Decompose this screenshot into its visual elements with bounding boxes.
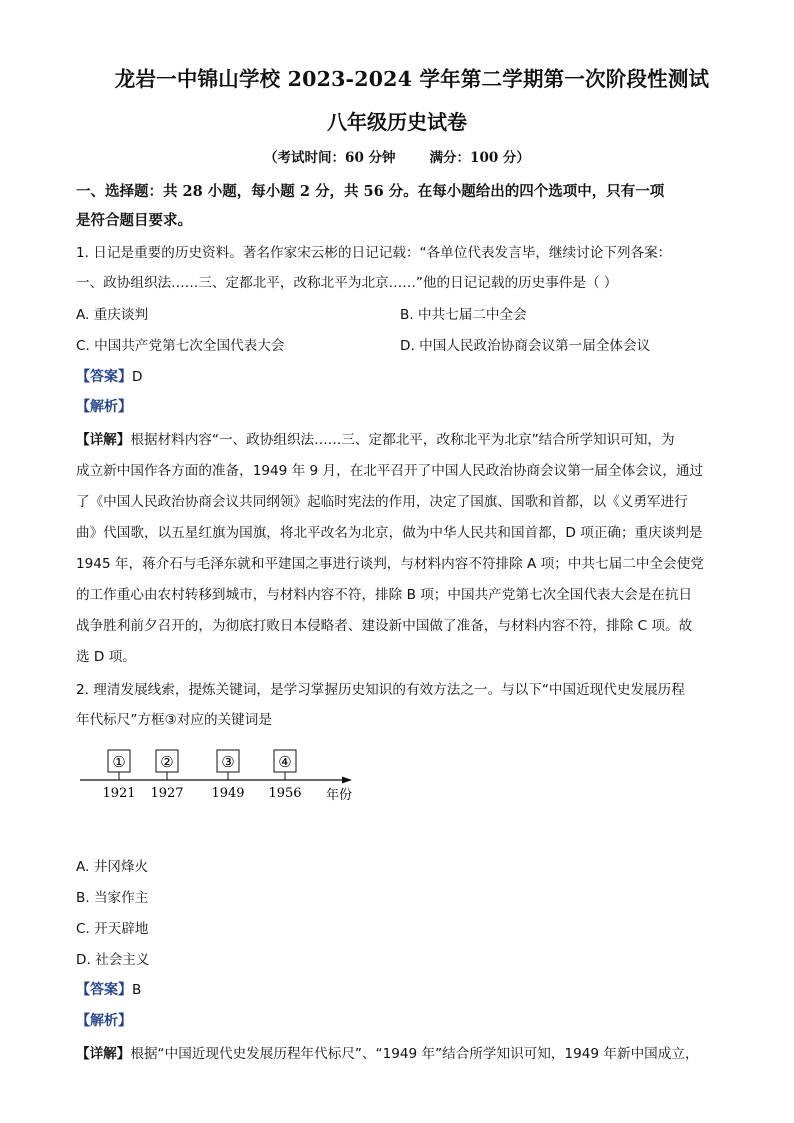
timeline-box-1 <box>102 750 135 801</box>
analysis-tag: 【解析】 <box>76 399 132 415</box>
exam-title: 龙岩一中锦山学校 2023-2024 学年第二学期第一次阶段性测试 <box>114 67 710 91</box>
timeline-box-label: ① <box>112 753 126 771</box>
timeline-box-4 <box>268 750 301 801</box>
timeline-arrow <box>342 777 352 784</box>
q1-answer <box>76 366 142 386</box>
timeline-year: 1956 <box>268 786 302 801</box>
timeline-figure <box>76 742 366 812</box>
answer-value: D <box>132 369 143 385</box>
q1-analysis <box>76 396 132 416</box>
q2-stem-line1: 2. 理清发展线索，提炼关键词，是学习掌握历史知识的有效方法之一。与以下“中国近现代史发展历程 <box>76 682 685 698</box>
timeline-year: 1927 <box>150 786 184 801</box>
timeline-box-label: ③ <box>221 753 235 771</box>
q1-stem-line2: 一、政协组织法……三、定都北平，改称北平为北京……”他的日记记载的历史事件是（ ） <box>76 275 618 291</box>
timeline-axis-label: 年份 <box>326 788 353 803</box>
q1-detail-line7: 战争胜利前夕召开的，为彻底打败日本侵略者、建设新中国做了准备，与材料内容不符，排除 C 项。故 <box>76 618 693 634</box>
q2-stem-line2: 年代标尺”方框③对应的关键词是 <box>76 712 272 728</box>
detail-text: 根据“中国近现代史发展历程年代标尺”、“1949 年”结合所学知识可知，1949 年新中国成立， <box>130 1046 699 1062</box>
analysis-tag: 【解析】 <box>76 1013 132 1029</box>
q1-detail-line1 <box>76 428 675 448</box>
q1-detail-line3: 了《中国人民政治协商会议共同纲领》起临时宪法的作用，决定了国旗、国歌和首都，以《义勇军进行 <box>76 494 688 510</box>
q1-detail-line4: 曲》代国歌，以五星红旗为国旗，将北平改名为北京，做为中华人民共和国首都，D 项正确；重庆谈判是 <box>76 525 703 541</box>
q1-option-a: A. 重庆谈判 <box>76 307 149 323</box>
answer-tag: 【答案】 <box>76 982 132 998</box>
timeline-box-label: ④ <box>278 753 292 771</box>
q1-detail-line6: 的工作重心由农村转移到城市，与材料内容不符，排除 B 项；中国共产党第七次全国代表大会是在抗日 <box>76 587 693 603</box>
q2-option-a: A. 井冈烽火 <box>76 859 149 875</box>
answer-tag: 【答案】 <box>76 369 132 385</box>
section-heading-line2: 是符合题目要求。 <box>76 212 192 229</box>
exam-time: （考试时间：60 分钟 <box>264 150 396 166</box>
exam-info <box>0 146 794 166</box>
timeline-box-3 <box>211 750 244 801</box>
detail-tag: 【详解】 <box>76 1046 131 1062</box>
timeline-box-label: ② <box>160 753 174 771</box>
section-heading-line1: 一、选择题：共 28 小题，每小题 2 分，共 56 分。在每小题给出的四个选项中，只有一项 <box>76 183 665 200</box>
answer-value: B <box>132 982 142 998</box>
timeline-year: 1921 <box>102 786 136 801</box>
full-score: 满分：100 分） <box>429 150 530 166</box>
q1-option-b: B. 中共七届二中全会 <box>400 307 527 323</box>
q1-option-c: C. 中国共产党第七次全国代表大会 <box>76 338 285 354</box>
q1-detail-line8: 选 D 项。 <box>76 649 136 665</box>
timeline-year: 1949 <box>211 786 245 801</box>
timeline-box-2 <box>150 750 183 801</box>
q1-stem-line1: 1. 日记是重要的历史资料。著名作家宋云彬的日记记载：“各单位代表发言毕，继续讨论下列各案： <box>76 245 672 261</box>
q2-detail-line1 <box>76 1042 699 1062</box>
exam-subtitle: 八年级历史试卷 <box>327 110 467 134</box>
q1-option-d: D. 中国人民政治协商会议第一届全体会议 <box>400 338 651 354</box>
q1-detail-line5: 1945 年，蒋介石与毛泽东就和平建国之事进行谈判，与材料内容不符排除 A 项；中共七届二中全会使党 <box>76 556 704 572</box>
q2-option-c: C. 开天辟地 <box>76 921 149 937</box>
q2-option-b: B. 当家作主 <box>76 890 149 906</box>
detail-tag: 【详解】 <box>76 432 131 448</box>
detail-text: 根据材料内容“一、政协组织法……三、定都北平，改称北平为北京”结合所学知识可知，为 <box>130 432 675 448</box>
q2-analysis <box>76 1010 132 1030</box>
q2-option-d: D. 社会主义 <box>76 952 150 968</box>
q1-detail-line2: 成立新中国作各方面的准备，1949 年 9 月，在北平召开了中国人民政治协商会议第一届全体会议，通过 <box>76 463 704 479</box>
q2-answer <box>76 979 141 999</box>
